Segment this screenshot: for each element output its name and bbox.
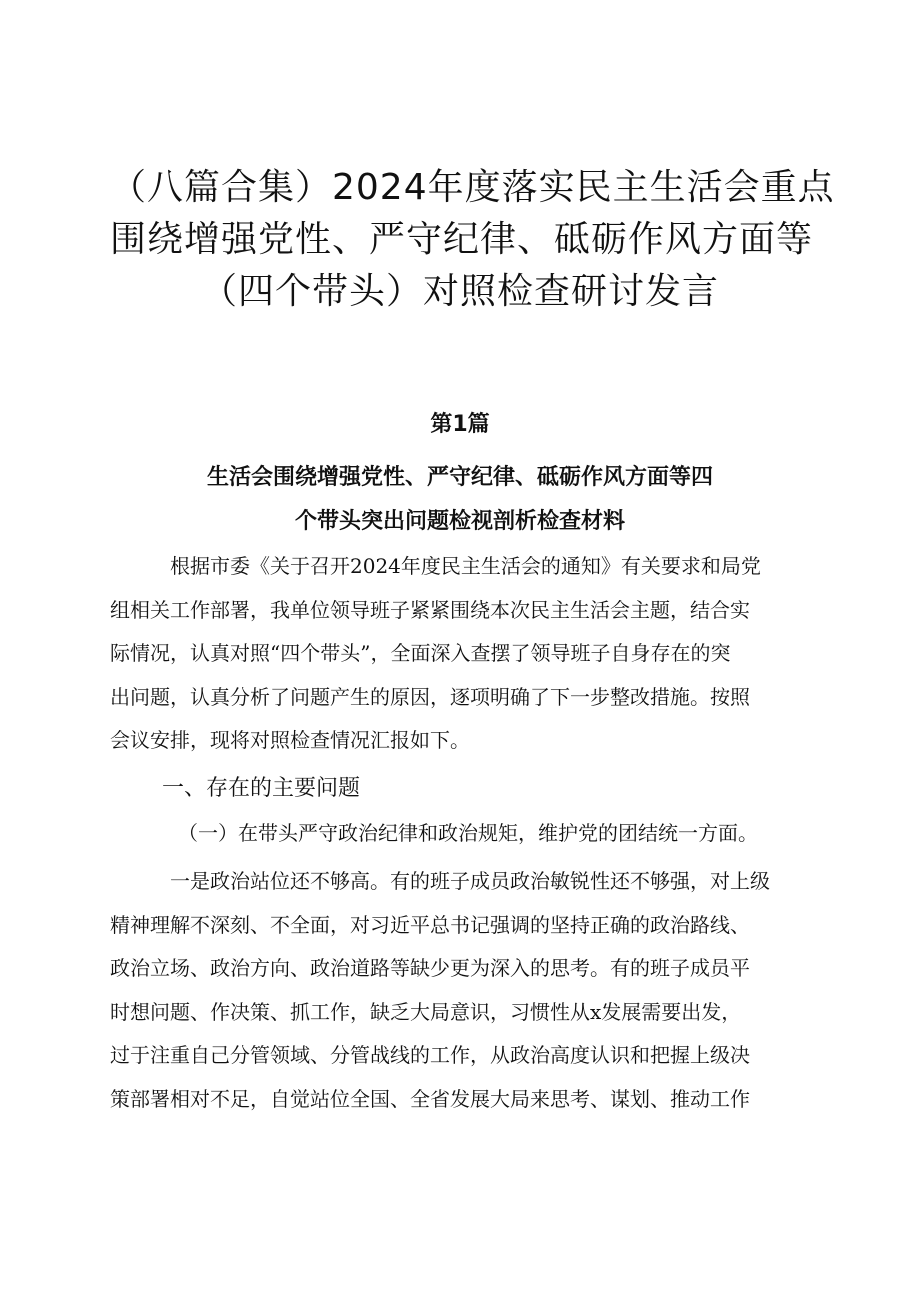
title-line: 围绕增强党性、严守纪律、砥砺作风方面等 [110, 219, 814, 260]
paragraph-line: 过于注重自己分管领域、分管战线的工作，从政治高度认识和把握上级决 [110, 1043, 750, 1067]
title-line: （四个带头）对照检查研讨发言 [200, 271, 719, 312]
part-heading: 第1篇 [430, 412, 490, 437]
subtitle-line: 个带头突出问题检视剖析检查材料 [294, 509, 625, 534]
subtitle-line: 生活会围绕增强党性、严守纪律、砥砺作风方面等四 [206, 465, 713, 490]
title-line: （八篇合集）2024年度落实民主生活会重点 [110, 167, 835, 208]
paragraph-line: 组相关工作部署，我单位领导班子紧紧围绕本次民主生活会主题，结合实 [110, 597, 750, 622]
document-title [110, 162, 835, 318]
paragraph-line: 出问题，认真分析了问题产生的原因，逐项明确了下一步整改措施。按照 [110, 684, 750, 709]
paragraph-line: 精神理解不深刻、不全面，对习近平总书记强调的坚持正确的政治路线、 [110, 912, 750, 937]
paragraph-line: 会议安排，现将对照检查情况汇报如下。 [110, 728, 470, 752]
intro-paragraph [110, 545, 822, 763]
sub-heading: （一）在带头严守政治纪律和政治规矩，维护党的团结统一方面。 [178, 821, 758, 845]
paragraph-line: 策部署相对不足，自觉站位全国、全省发展大局来思考、谋划、推动工作 [110, 1086, 750, 1111]
paragraph-line: 际情况，认真对照“四个带头”，全面深入查摆了领导班子自身存在的突 [110, 641, 731, 665]
paragraph-line: 政治立场、政治方向、政治道路等缺少更为深入的思考。有的班子成员平 [110, 956, 750, 980]
paragraph-line: 一是政治站位还不够高。有的班子成员政治敏锐性还不够强，对上级 [170, 869, 770, 893]
paragraph-line: 时想问题、作决策、抓工作，缺乏大局意识，习惯性从x发展需要出发， [110, 999, 742, 1024]
part-subtitle [110, 456, 810, 544]
section-heading: 一、存在的主要问题 [162, 776, 361, 801]
paragraph-line: 根据市委《关于召开2024年度民主生活会的通知》有关要求和局党 [170, 554, 761, 578]
point-paragraph [110, 860, 822, 1121]
